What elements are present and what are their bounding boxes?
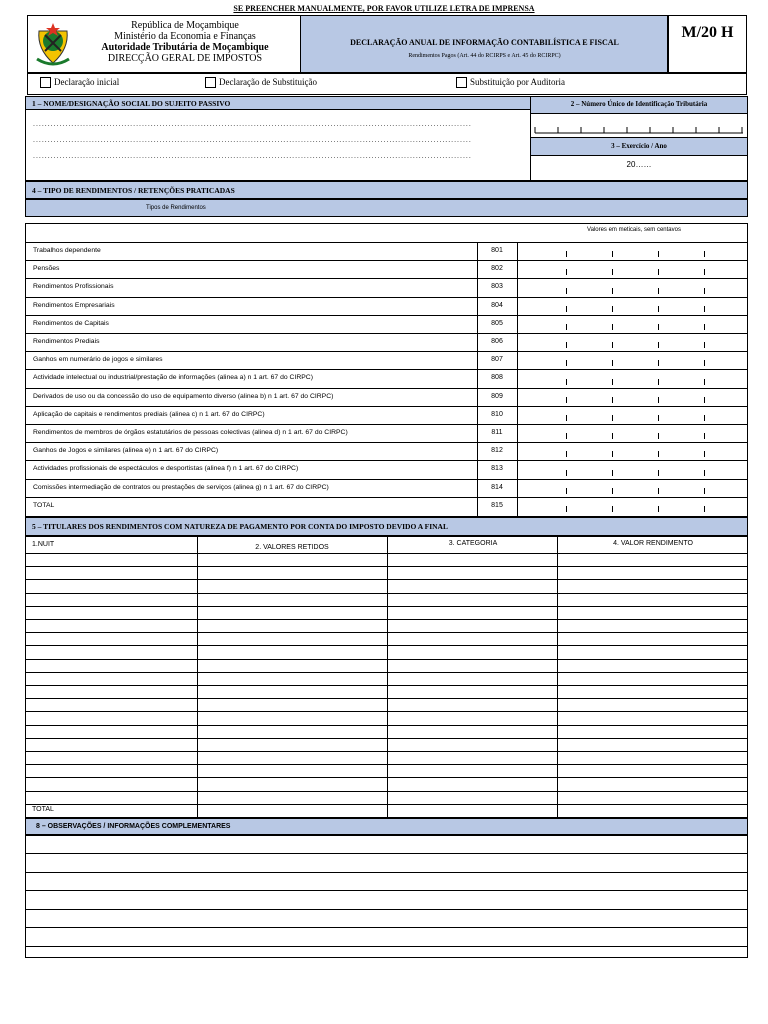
digit-tick [566, 324, 567, 330]
income-row-value[interactable] [518, 351, 748, 369]
income-row-code: 805 [491, 319, 503, 327]
income-row-label: TOTAL [33, 501, 55, 509]
name-line-2[interactable]: ..................................................................................................................................................... [33, 137, 472, 144]
holder-row[interactable] [25, 659, 748, 660]
income-row-code: 807 [491, 356, 503, 364]
digit-tick [658, 397, 659, 403]
income-row [25, 424, 748, 442]
section3-title: 3 – Exercício / Ano [611, 142, 667, 150]
digit-tick [612, 433, 613, 439]
income-row-label: Rendimentos de Capitais [33, 319, 109, 327]
income-row [25, 442, 748, 460]
digit-tick [704, 306, 705, 312]
holder-row[interactable] [25, 566, 748, 567]
income-row-label: Actividade intelectual ou industrial/prestação de informações (alinea a) n 1 art. 67 do CIRPC) [33, 374, 313, 382]
income-row [25, 297, 748, 315]
income-row-code: 804 [491, 301, 503, 309]
income-row-value[interactable] [518, 388, 748, 406]
holder-row[interactable] [25, 579, 748, 580]
digit-tick [566, 451, 567, 457]
holder-row[interactable] [25, 685, 748, 686]
income-row [25, 460, 748, 478]
section3-header [531, 137, 747, 156]
digit-tick [566, 506, 567, 512]
digit-tick [658, 415, 659, 421]
digit-tick [704, 360, 705, 366]
name-line-3[interactable]: ..................................................................................................................................................... [33, 153, 472, 160]
observation-line [25, 890, 748, 891]
checkbox-initial[interactable] [40, 77, 119, 88]
holder-row[interactable] [25, 553, 748, 554]
digit-tick [566, 397, 567, 403]
digit-tick [612, 379, 613, 385]
digit-tick [658, 342, 659, 348]
digit-tick [658, 269, 659, 275]
holder-row[interactable] [25, 698, 748, 699]
digit-tick [612, 269, 613, 275]
form-title-panel [300, 16, 667, 72]
checkbox-substitution-label: Declaração de Substituição [219, 77, 317, 87]
digit-tick [704, 451, 705, 457]
nuit-input[interactable] [531, 115, 747, 137]
income-row-label: Derivados de uso ou da concessão do uso de equipamento diverso (alinea b) n 1 art. 67 do CIRPC) [33, 392, 334, 400]
digit-tick [566, 488, 567, 494]
income-row-code: 814 [491, 483, 503, 491]
digit-tick [704, 269, 705, 275]
section5-header [25, 517, 748, 536]
digit-tick [658, 470, 659, 476]
income-row-code: 813 [491, 465, 503, 473]
col-income-value: 4. VALOR RENDIMENTO [613, 540, 693, 547]
income-row [25, 315, 748, 333]
holder-row[interactable] [25, 764, 748, 765]
income-row-value[interactable] [518, 497, 748, 515]
section5-title: 5 – TITULARES DOS RENDIMENTOS COM NATUREZA DE PAGAMENTO POR CONTA DO IMPOSTO DEVIDO A FINAL [32, 522, 448, 531]
income-row-code: 815 [491, 501, 503, 509]
digit-tick [704, 324, 705, 330]
income-row-code: 811 [491, 429, 503, 436]
digit-tick [612, 342, 613, 348]
income-row-label: Ganhos de Jogos e similares (alinea e) n 1 art. 67 do CIRPC) [33, 447, 219, 455]
digit-tick [658, 360, 659, 366]
holder-row[interactable] [25, 619, 748, 620]
income-row-code: 810 [491, 410, 503, 418]
col-types-label: Tipos de Rendimentos [146, 205, 206, 211]
checkbox-audit[interactable] [456, 77, 565, 88]
digit-tick [704, 470, 705, 476]
income-row-label: Ganhos em numerário de jogos e similares [33, 356, 163, 364]
holder-row[interactable] [25, 738, 748, 739]
income-row-code: 806 [491, 338, 503, 345]
digit-tick [658, 379, 659, 385]
digit-tick [658, 488, 659, 494]
declaration-type-bar [27, 73, 747, 95]
holder-row[interactable] [25, 672, 748, 673]
income-row-value[interactable] [518, 297, 748, 315]
checkbox-icon[interactable] [205, 77, 216, 88]
divider [557, 536, 558, 818]
digit-tick [566, 306, 567, 312]
observation-line [25, 909, 748, 910]
digit-tick [704, 488, 705, 494]
digit-tick [658, 506, 659, 512]
holders-total-label: TOTAL [32, 806, 54, 813]
income-row-code: 809 [491, 392, 503, 400]
observation-line [25, 872, 748, 873]
income-row-value[interactable] [518, 479, 748, 497]
authority-block [80, 20, 290, 64]
col-category: 3. CATEGORIA [448, 540, 498, 547]
digit-tick [612, 360, 613, 366]
col-nuit: 1.NUIT [32, 541, 55, 548]
income-row-label: Trabalhos dependente [33, 247, 101, 254]
income-row-code: 803 [491, 283, 503, 291]
income-row-value[interactable] [518, 442, 748, 460]
income-row [25, 388, 748, 406]
digit-tick [658, 433, 659, 439]
digit-tick [612, 306, 613, 312]
digit-tick [612, 451, 613, 457]
divider [387, 536, 388, 818]
income-row [25, 242, 748, 260]
year-input[interactable]: 20…… [626, 160, 652, 169]
digit-tick [704, 397, 705, 403]
income-row [25, 333, 748, 351]
divider [197, 536, 198, 818]
emblem-icon [33, 19, 73, 69]
digit-tick [704, 433, 705, 439]
digit-tick [566, 379, 567, 385]
observation-line [25, 927, 748, 928]
holder-row[interactable] [25, 725, 748, 726]
income-row [25, 260, 748, 278]
authority-line1: República de Moçambique [131, 20, 239, 31]
income-row-label: Rendimentos Profissionais [33, 283, 114, 291]
income-row-label: Pensões [33, 265, 60, 273]
section4-subheader [25, 199, 748, 217]
income-row [25, 278, 748, 296]
section1-header [26, 97, 530, 110]
checkbox-substitution[interactable] [205, 77, 317, 88]
income-row-code: 812 [491, 447, 503, 455]
checkbox-audit-label: Substituição por Auditoria [470, 77, 565, 87]
digit-tick [612, 397, 613, 403]
holder-row[interactable] [25, 711, 748, 712]
digit-tick [704, 415, 705, 421]
checkbox-icon[interactable] [40, 77, 51, 88]
digit-tick [704, 506, 705, 512]
digit-tick [566, 470, 567, 476]
income-row [25, 351, 748, 369]
section2-title: 2 – Número Único de Identificação Tributária [570, 100, 708, 108]
digit-tick [658, 288, 659, 294]
section4-header [25, 181, 748, 199]
holder-row[interactable] [25, 777, 748, 778]
section2-header [531, 97, 747, 114]
digit-tick [566, 269, 567, 275]
holder-row[interactable] [25, 645, 748, 646]
authority-line2: Ministério da Economia e Finanças [114, 31, 256, 42]
checkbox-initial-label: Declaração inicial [54, 77, 120, 87]
income-row-value[interactable] [518, 424, 748, 442]
income-row-label: Rendimentos Empresariais [33, 301, 115, 309]
authority-line4: DIRECÇÃO GERAL DE IMPOSTOS [107, 53, 263, 64]
income-row-value[interactable] [518, 333, 748, 351]
income-row-label: Actividades profissionais de espectáculos e desportistas (alinea f) n 1 art. 67 do CIRPC) [33, 465, 299, 473]
digit-tick [612, 488, 613, 494]
digit-tick [566, 251, 567, 257]
income-row-label: Rendimentos Prediais [33, 338, 100, 345]
authority-line3: Autoridade Tributária de Moçambique [101, 42, 269, 53]
section1-title: 1 – NOME/DESIGNAÇÃO SOCIAL DO SUJEITO PASSIVO [32, 99, 231, 108]
income-row-value[interactable] [518, 260, 748, 278]
section8-header [25, 818, 748, 835]
digit-tick [612, 415, 613, 421]
form-code: M/20 H [668, 15, 747, 73]
income-row-value[interactable] [518, 460, 748, 478]
digit-tick [566, 288, 567, 294]
observation-line [25, 853, 748, 854]
digit-tick [704, 288, 705, 294]
holder-row[interactable] [25, 593, 748, 594]
digit-tick [566, 342, 567, 348]
form-subtitle: Rendimentos Pagos (Art. 44 do RCIRPS e Art. 45 do RCIRPC) [408, 53, 561, 59]
form-title: DECLARAÇÃO ANUAL DE INFORMAÇÃO CONTABILÍSTICA E FISCAL [350, 38, 619, 47]
income-row [25, 479, 748, 497]
income-row-code: 802 [491, 265, 503, 273]
section4-title: 4 – TIPO DE RENDIMENTOS / RETENÇÕES PRATICADAS [32, 186, 235, 195]
income-row-value[interactable] [518, 242, 748, 260]
holder-row[interactable] [25, 606, 748, 607]
digit-tick [658, 324, 659, 330]
digit-tick [566, 433, 567, 439]
digit-tick [704, 251, 705, 257]
income-row-label: Comissões intermediação de contratos ou prestações de serviços (alinea g) n 1 art. 67 do CIRPC) [33, 483, 329, 491]
holder-row[interactable] [25, 791, 748, 792]
digit-tick [658, 306, 659, 312]
income-row-value[interactable] [518, 406, 748, 424]
holder-row[interactable] [25, 804, 748, 805]
digit-tick [612, 470, 613, 476]
income-row-value[interactable] [518, 278, 748, 296]
income-row-code: 808 [491, 374, 503, 382]
digit-tick [612, 288, 613, 294]
name-line-1[interactable]: ..................................................................................................................................................... [33, 121, 472, 128]
holder-row[interactable] [25, 751, 748, 752]
digit-tick [566, 360, 567, 366]
digit-tick [704, 379, 705, 385]
digit-tick [704, 342, 705, 348]
top-notice: SE PREENCHER MANUALMENTE, POR FAVOR UTILIZE LETRA DE IMPRENSA [233, 4, 535, 13]
digit-tick [658, 251, 659, 257]
section8-title: 8 – OBSERVAÇÕES / INFORMAÇÕES COMPLEMENTARES [36, 823, 231, 830]
digit-tick [612, 506, 613, 512]
digit-tick [658, 451, 659, 457]
income-row-value[interactable] [518, 315, 748, 333]
income-row-value[interactable] [518, 369, 748, 387]
digit-tick [566, 415, 567, 421]
observation-line [25, 946, 748, 947]
income-row [25, 497, 748, 515]
col-values-label: Valores em meticais, sem centavos [587, 227, 681, 233]
col-retained: 2. VALORES RETIDOS [255, 544, 329, 551]
income-row-label: Rendimentos de membros de órgãos estatutários de pessoas colectivas (alinea d) n 1 art. 67 do CIRPC) [33, 429, 348, 436]
digit-tick [612, 324, 613, 330]
income-row [25, 406, 748, 424]
income-row-code: 801 [491, 247, 503, 254]
checkbox-icon[interactable] [456, 77, 467, 88]
income-row [25, 369, 748, 387]
income-row-label: Aplicação de capitais e rendimentos prediais (alinea c) n 1 art. 67 do CIRPC) [33, 410, 265, 418]
digit-tick [612, 251, 613, 257]
holder-row[interactable] [25, 632, 748, 633]
